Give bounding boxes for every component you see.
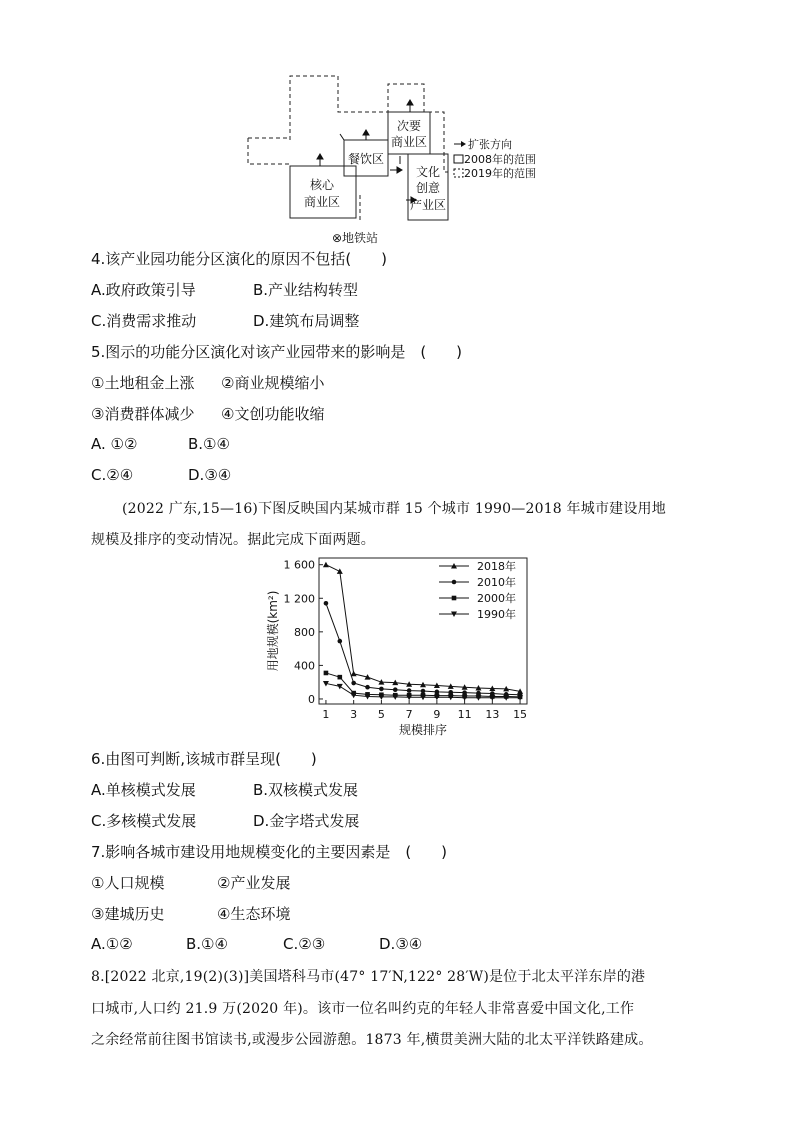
- data-point: [338, 675, 343, 680]
- q7-item-1: ①人口规模: [91, 874, 165, 892]
- zone-diagram: [240, 72, 560, 248]
- x-tick-label: 15: [513, 708, 528, 721]
- q6-option-d: D.金字塔式发展: [253, 812, 360, 830]
- zone-core-line1: 核心: [309, 178, 335, 192]
- x-tick-label: 1: [322, 708, 330, 721]
- intro-line-2: 规模及排序的变动情况。据此完成下面两题。: [91, 532, 375, 548]
- q6-stem: 6.由图可判断,该城市群呈现( ): [91, 750, 317, 768]
- y-tick-label: 800: [294, 625, 315, 639]
- q5-item-1: ①土地租金上涨: [91, 374, 195, 392]
- q7-option-d: D.③④: [379, 935, 423, 953]
- q4-option-c: C.消费需求推动: [91, 312, 197, 330]
- zone-culture-line1: 文化: [415, 165, 441, 179]
- x-tick-label: 3: [350, 708, 358, 721]
- data-point: [452, 580, 457, 585]
- legend-label: 1990年: [477, 608, 516, 621]
- q6-option-c: C.多核模式发展: [91, 812, 197, 830]
- y-tick-label: 1 600: [283, 558, 315, 572]
- intro-line-1: (2022 广东,15—16)下图反映国内某城市群 15 个城市 1990—2018 年城市建设用地: [122, 501, 666, 517]
- x-tick-label: 7: [405, 708, 413, 721]
- data-point: [324, 601, 329, 606]
- zone-core-line2: 商业区: [303, 195, 341, 209]
- data-point: [379, 687, 384, 692]
- data-point: [393, 687, 398, 692]
- legend-label: 2018年: [477, 560, 516, 573]
- zone-dining: 餐饮区: [347, 152, 385, 166]
- zone-culture-line2: 创意: [415, 181, 441, 195]
- legend-2008: 2008年的范围: [464, 153, 536, 166]
- x-tick-label: 13: [485, 708, 500, 721]
- q6-option-b: B.双核模式发展: [253, 781, 359, 799]
- legend-expand: 扩张方向: [468, 138, 512, 151]
- x-tick-label: 9: [433, 708, 441, 721]
- q7-item-4: ④生态环境: [217, 905, 291, 923]
- data-point: [452, 596, 457, 601]
- data-point: [324, 671, 329, 676]
- q5-item-2: ②商业规模缩小: [221, 374, 325, 392]
- q7-option-a: A.①②: [91, 935, 133, 953]
- metro-station-label: ⊗地铁站: [331, 231, 379, 245]
- legend-label: 2010年: [477, 576, 516, 589]
- data-point: [323, 562, 329, 568]
- y-tick-label: 0: [308, 692, 315, 706]
- data-point: [338, 639, 343, 644]
- data-point: [351, 681, 356, 686]
- x-tick-label: 11: [457, 708, 472, 721]
- y-axis-label: 用地规模(km²): [266, 590, 280, 672]
- diagram-legend: [454, 137, 536, 180]
- zone-secondary-line1: 次要: [396, 119, 422, 133]
- y-tick-label: 1 200: [283, 592, 315, 606]
- q6-option-a: A.单核模式发展: [91, 781, 196, 799]
- q5-item-3: ③消费群体减少: [91, 405, 195, 423]
- q7-item-3: ③建城历史: [91, 905, 165, 923]
- q5-option-b: B.①④: [188, 435, 230, 453]
- data-point: [421, 689, 426, 694]
- x-axis-label: 规模排序: [398, 723, 448, 737]
- core-commercial-box: [290, 166, 356, 218]
- q5-option-a: A. ①②: [91, 435, 138, 453]
- q7-item-2: ②产业发展: [217, 874, 291, 892]
- data-point: [365, 685, 370, 690]
- q5-stem: 5.图示的功能分区演化对该产业园带来的影响是 ( ): [91, 343, 463, 361]
- q4-stem: 4.该产业园功能分区演化的原因不包括( ): [91, 250, 388, 268]
- q5-option-d: D.③④: [188, 466, 232, 484]
- q8-line-1: 8.[2022 北京,19(2)(3)]美国塔科马市(47° 17′N,122° 28′W)是位于北太平洋东岸的港: [91, 969, 646, 985]
- x-tick-label: 5: [377, 708, 385, 721]
- data-point: [337, 684, 343, 690]
- q7-option-b: B.①④: [186, 935, 228, 953]
- q7-option-c: C.②③: [283, 935, 326, 953]
- zone-culture-line3: 产业区: [409, 198, 447, 212]
- legend-2019: 2019年的范围: [464, 167, 536, 180]
- zone-secondary-line2: 商业区: [390, 135, 428, 149]
- q5-item-4: ④文创功能收缩: [221, 405, 325, 423]
- y-tick-label: 400: [294, 659, 315, 673]
- legend-label: 2000年: [477, 592, 516, 605]
- data-point: [407, 688, 412, 693]
- land-scale-chart: [255, 552, 545, 740]
- q5-option-c: C.②④: [91, 466, 134, 484]
- q4-option-d: D.建筑布局调整: [253, 312, 360, 330]
- q4-option-a: A.政府政策引导: [91, 281, 196, 299]
- q7-stem: 7.影响各城市建设用地规模变化的主要因素是 ( ): [91, 843, 448, 861]
- data-point: [337, 568, 343, 574]
- q8-line-2: 口城市,人口约 21.9 万(2020 年)。该市一位名叫约克的年轻人非常喜爱中国文化,工作: [91, 1001, 635, 1017]
- q4-option-b: B.产业结构转型: [253, 281, 359, 299]
- q8-line-3: 之余经常前往图书馆读书,或漫步公园游憩。1873 年,横贯美洲大陆的北太平洋铁路建成。: [91, 1032, 653, 1048]
